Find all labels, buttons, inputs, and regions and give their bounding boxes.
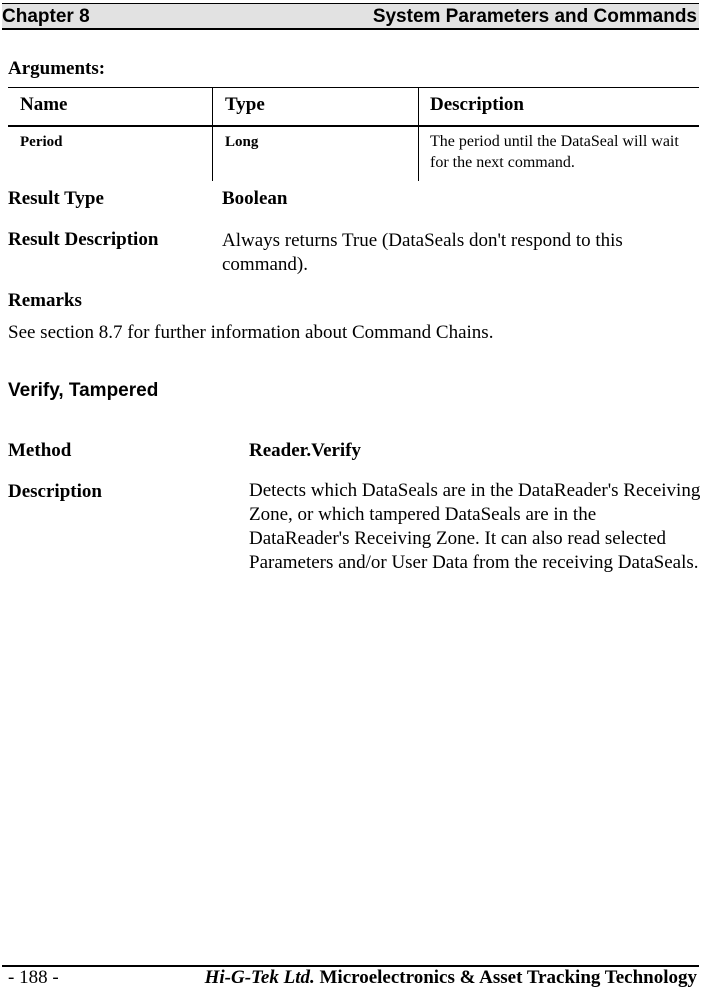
arg-description-cell: The period until the DataSeal will wait for the next command. [430,133,679,171]
result-description-value: Always returns True (DataSeals don't respond to this command). [222,230,623,275]
footer-company [205,967,697,989]
column-header-description: Description [430,94,524,115]
result-type-label: Result Type [8,188,104,209]
description-value: Detects which DataSeals are in the DataReader's Receiving Zone, or which tampered DataSeals are in the DataReader's Receiving Zone. It can also read selected Parameters and/or User Data from the receiving DataSeals. [249,480,701,573]
remarks-label: Remarks [8,290,82,311]
table-column-divider [418,87,419,181]
arg-type-cell: Long [225,134,259,150]
arg-name-cell: Period [20,134,63,150]
arguments-table [8,87,699,181]
company-tagline: Microelectronics & Asset Tracking Technology [319,967,697,988]
table-column-divider [212,87,213,181]
column-header-type: Type [225,94,265,115]
description-label: Description [8,481,102,502]
result-type-value: Boolean [222,188,288,209]
page-number: - 188 - [8,967,59,988]
table-header-rule [8,125,699,127]
company-name: Hi-G-Tek Ltd. [204,967,315,988]
arguments-heading: Arguments: [8,58,106,79]
chapter-header [2,3,699,30]
section-title: Verify, Tampered [8,380,159,401]
chapter-label: Chapter 8 [2,6,90,27]
table-top-rule [8,87,699,88]
column-header-name: Name [20,94,68,115]
chapter-title: System Parameters and Commands [372,6,697,27]
method-label: Method [8,440,72,461]
method-value: Reader.Verify [249,440,362,461]
result-description-label: Result Description [8,229,159,250]
remarks-text: See section 8.7 for further information about Command Chains. [8,322,494,343]
